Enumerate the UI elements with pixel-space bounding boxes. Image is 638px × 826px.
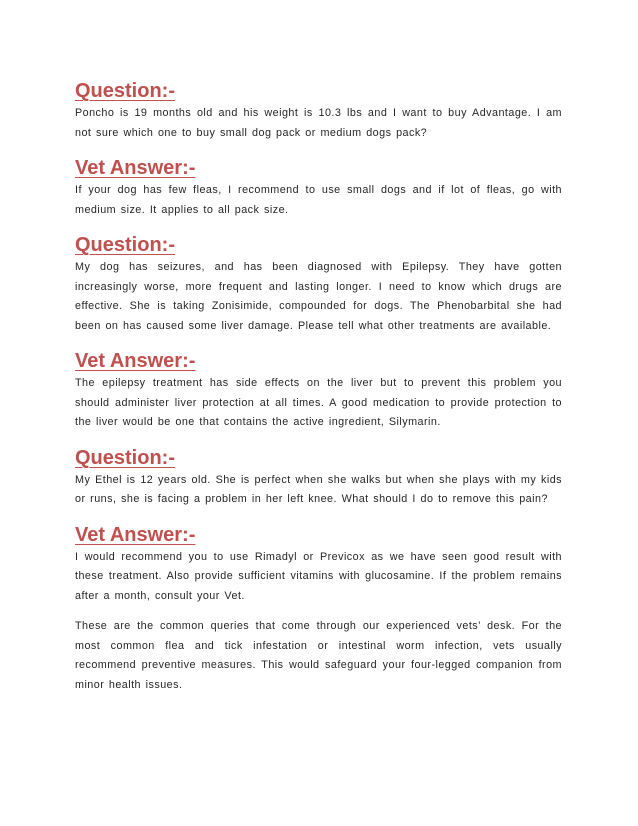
qa-block-6	[75, 522, 562, 607]
question-text: My Ethel is 12 years old. She is perfect when she walks but when she plays with my kids or runs, she is facing a problem in her left knee. What should I do to remove this pain?	[75, 473, 562, 505]
question-heading: Question:-	[75, 80, 175, 102]
vet-answer-text: If your dog has few fleas, I recommend to use small dogs and if lot of fleas, go with medium size. It applies to all pack size.	[75, 184, 562, 216]
vet-answer-text: I would recommend you to use Rimadyl or Previcox as we have seen good result with these treatment. Also provide sufficient vitamins with glucosamine. If the problem remains after a month, consult your Vet.	[75, 550, 562, 602]
question-heading: Question:-	[75, 234, 175, 256]
vet-answer-text: The epilepsy treatment has side effects on the liver but to prevent this problem you should administer liver protection at all times. A good medication to provide protection to the liver would be one that contains the active ingredient, Silymarin.	[75, 377, 562, 428]
qa-block-2	[75, 155, 562, 220]
qa-block-1	[75, 78, 562, 143]
question-text: My dog has seizures, and has been diagnosed with Epilepsy. They have gotten increasingly worse, more frequent and lasting longer. I need to know which drugs are effective. She is taking Zonisimide, compounded for dogs. The Phenobarbital she had been on has caused some liver damage. Please tell what other treatments are available.	[75, 261, 562, 332]
vet-answer-heading: Vet Answer:-	[75, 523, 196, 546]
vet-answer-heading: Vet Answer:-	[75, 350, 196, 372]
question-heading: Question:-	[75, 446, 175, 469]
document-page	[75, 78, 562, 695]
qa-block-5	[75, 445, 562, 510]
question-text: Poncho is 19 months old and his weight is 10.3 lbs and I want to buy Advantage. I am not sure which one to buy small dog pack or medium dogs pack?	[75, 107, 562, 139]
qa-block-3	[75, 232, 562, 336]
closing-paragraph: These are the common queries that come through our experienced vets’ desk. For the most common flea and tick infestation or intestinal worm infection, vets usually recommend preventive measures. This would safeguard your four-legged companion from minor health issues.	[75, 620, 562, 691]
qa-block-4	[75, 348, 562, 433]
vet-answer-heading: Vet Answer:-	[75, 157, 196, 179]
